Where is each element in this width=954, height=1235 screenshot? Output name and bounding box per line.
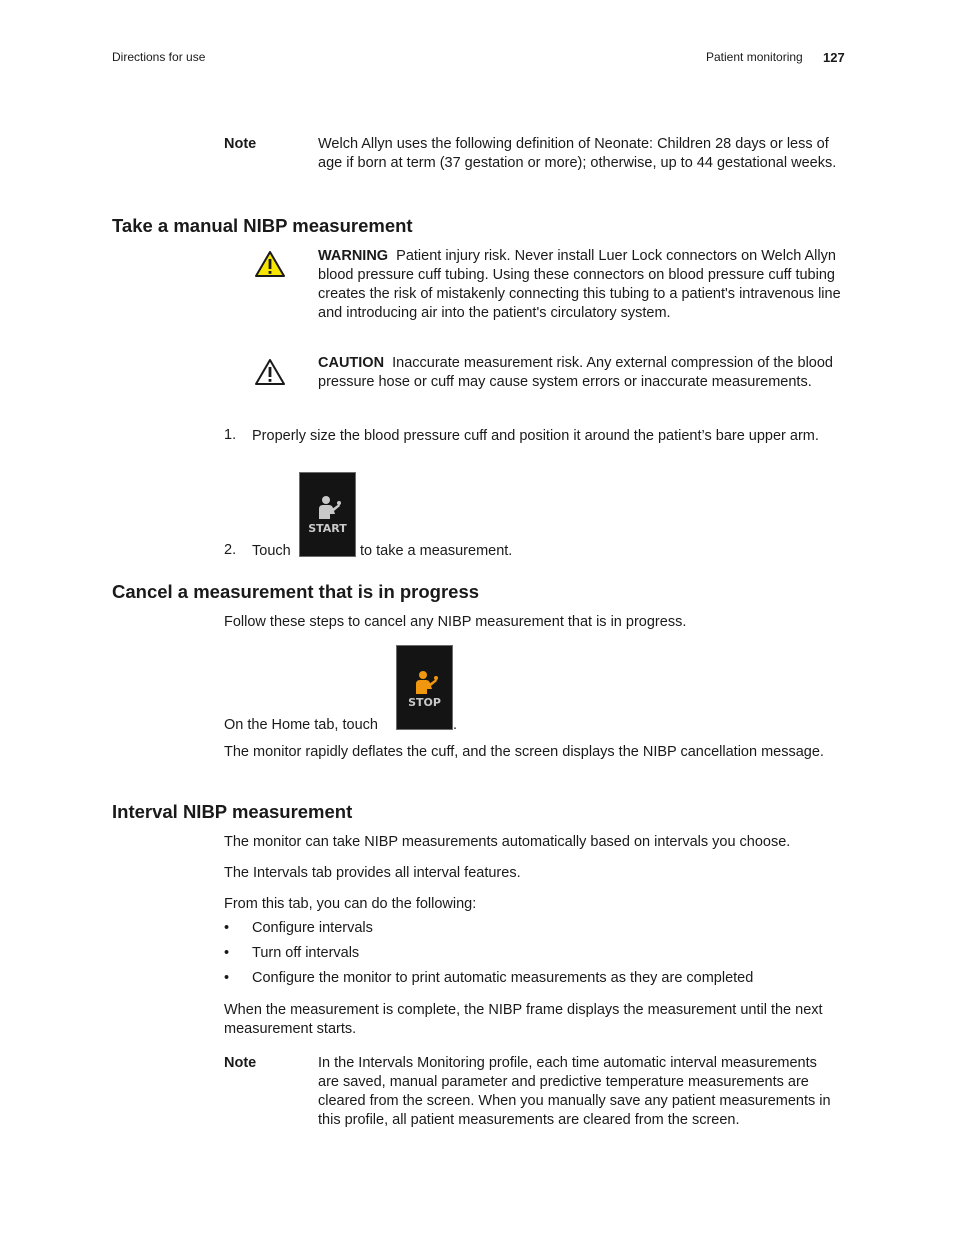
- section-heading-manual: Take a manual NIBP measurement: [112, 215, 413, 236]
- caution-keyword: CAUTION: [318, 355, 385, 371]
- running-header-section: Patient monitoring: [706, 50, 803, 64]
- nibp-stop-button[interactable]: [396, 645, 453, 730]
- caution-icon: [254, 358, 286, 386]
- interval-paragraph: The monitor can take NIBP measurements automatically based on intervals you choose.: [224, 834, 791, 850]
- stop-label: STOP: [408, 696, 441, 709]
- note-text: Welch Allyn uses the following definition of Neonate: Children 28 days or less of age if born at term (37 gestation or more); otherwise, up to 44 gestational weeks.: [318, 136, 837, 171]
- list-item: Configure intervals: [252, 920, 373, 936]
- bullet-marker: •: [224, 970, 230, 986]
- start-label: START: [308, 522, 347, 535]
- interval-paragraph: When the measurement is complete, the NIBP frame displays the measurement until the next measurement starts.: [224, 1002, 823, 1037]
- note-text: In the Intervals Monitoring profile, each time automatic interval measurements are saved, manual parameter and predictive temperature measurements are cleared from the screen. When you manually save any patient measurements in this profile, all patient measurements are cleared from the screen.: [318, 1055, 831, 1128]
- step-text: Properly size the blood pressure cuff and position it around the patient’s bare upper arm.: [252, 428, 819, 444]
- warning-keyword: WARNING: [318, 248, 389, 264]
- caution-text: Inaccurate measurement risk. Any external compression of the blood pressure hose or cuff may cause system errors or inaccurate measurements.: [318, 355, 833, 390]
- step-number: 2.: [224, 542, 237, 558]
- interval-paragraph: The Intervals tab provides all interval features.: [224, 865, 521, 881]
- caution-block: [318, 354, 844, 392]
- list-item: Turn off intervals: [252, 945, 360, 961]
- cancel-result: The monitor rapidly deflates the cuff, and the screen displays the NIBP cancellation message.: [224, 744, 824, 760]
- section-heading-interval: Interval NIBP measurement: [112, 801, 353, 822]
- patient-icon: [316, 495, 342, 521]
- patient-icon: [413, 670, 439, 696]
- list-item: Configure the monitor to print automatic measurements as they are completed: [252, 970, 754, 986]
- page-number: 127: [823, 50, 845, 65]
- step-text-before: Touch: [252, 543, 291, 559]
- warning-block: [318, 247, 844, 323]
- running-header-left: Directions for use: [112, 50, 206, 64]
- warning-icon: [254, 250, 286, 278]
- step-text-after: to take a measurement.: [360, 543, 513, 559]
- bullet-marker: •: [224, 920, 230, 936]
- section-heading-cancel: Cancel a measurement that is in progress: [112, 581, 480, 602]
- note-label: Note: [224, 136, 257, 152]
- interval-paragraph: From this tab, you can do the following:: [224, 896, 477, 912]
- step-number: 1.: [224, 427, 237, 443]
- cancel-instruction-before: On the Home tab, touch: [224, 717, 378, 733]
- nibp-start-button[interactable]: [299, 472, 356, 557]
- bullet-marker: •: [224, 945, 230, 961]
- warning-text: Patient injury risk. Never install Luer Lock connectors on Welch Allyn blood pressure cuff tubing. Using these connectors on blood pressure cuff tubing creates the risk of mistakenly connecting this tubing to a patient's intravenous line and introducing air into the patient's circulatory system.: [318, 248, 841, 321]
- cancel-instruction-after: .: [453, 717, 458, 733]
- note-label: Note: [224, 1055, 257, 1071]
- cancel-intro: Follow these steps to cancel any NIBP measurement that is in progress.: [224, 614, 687, 630]
